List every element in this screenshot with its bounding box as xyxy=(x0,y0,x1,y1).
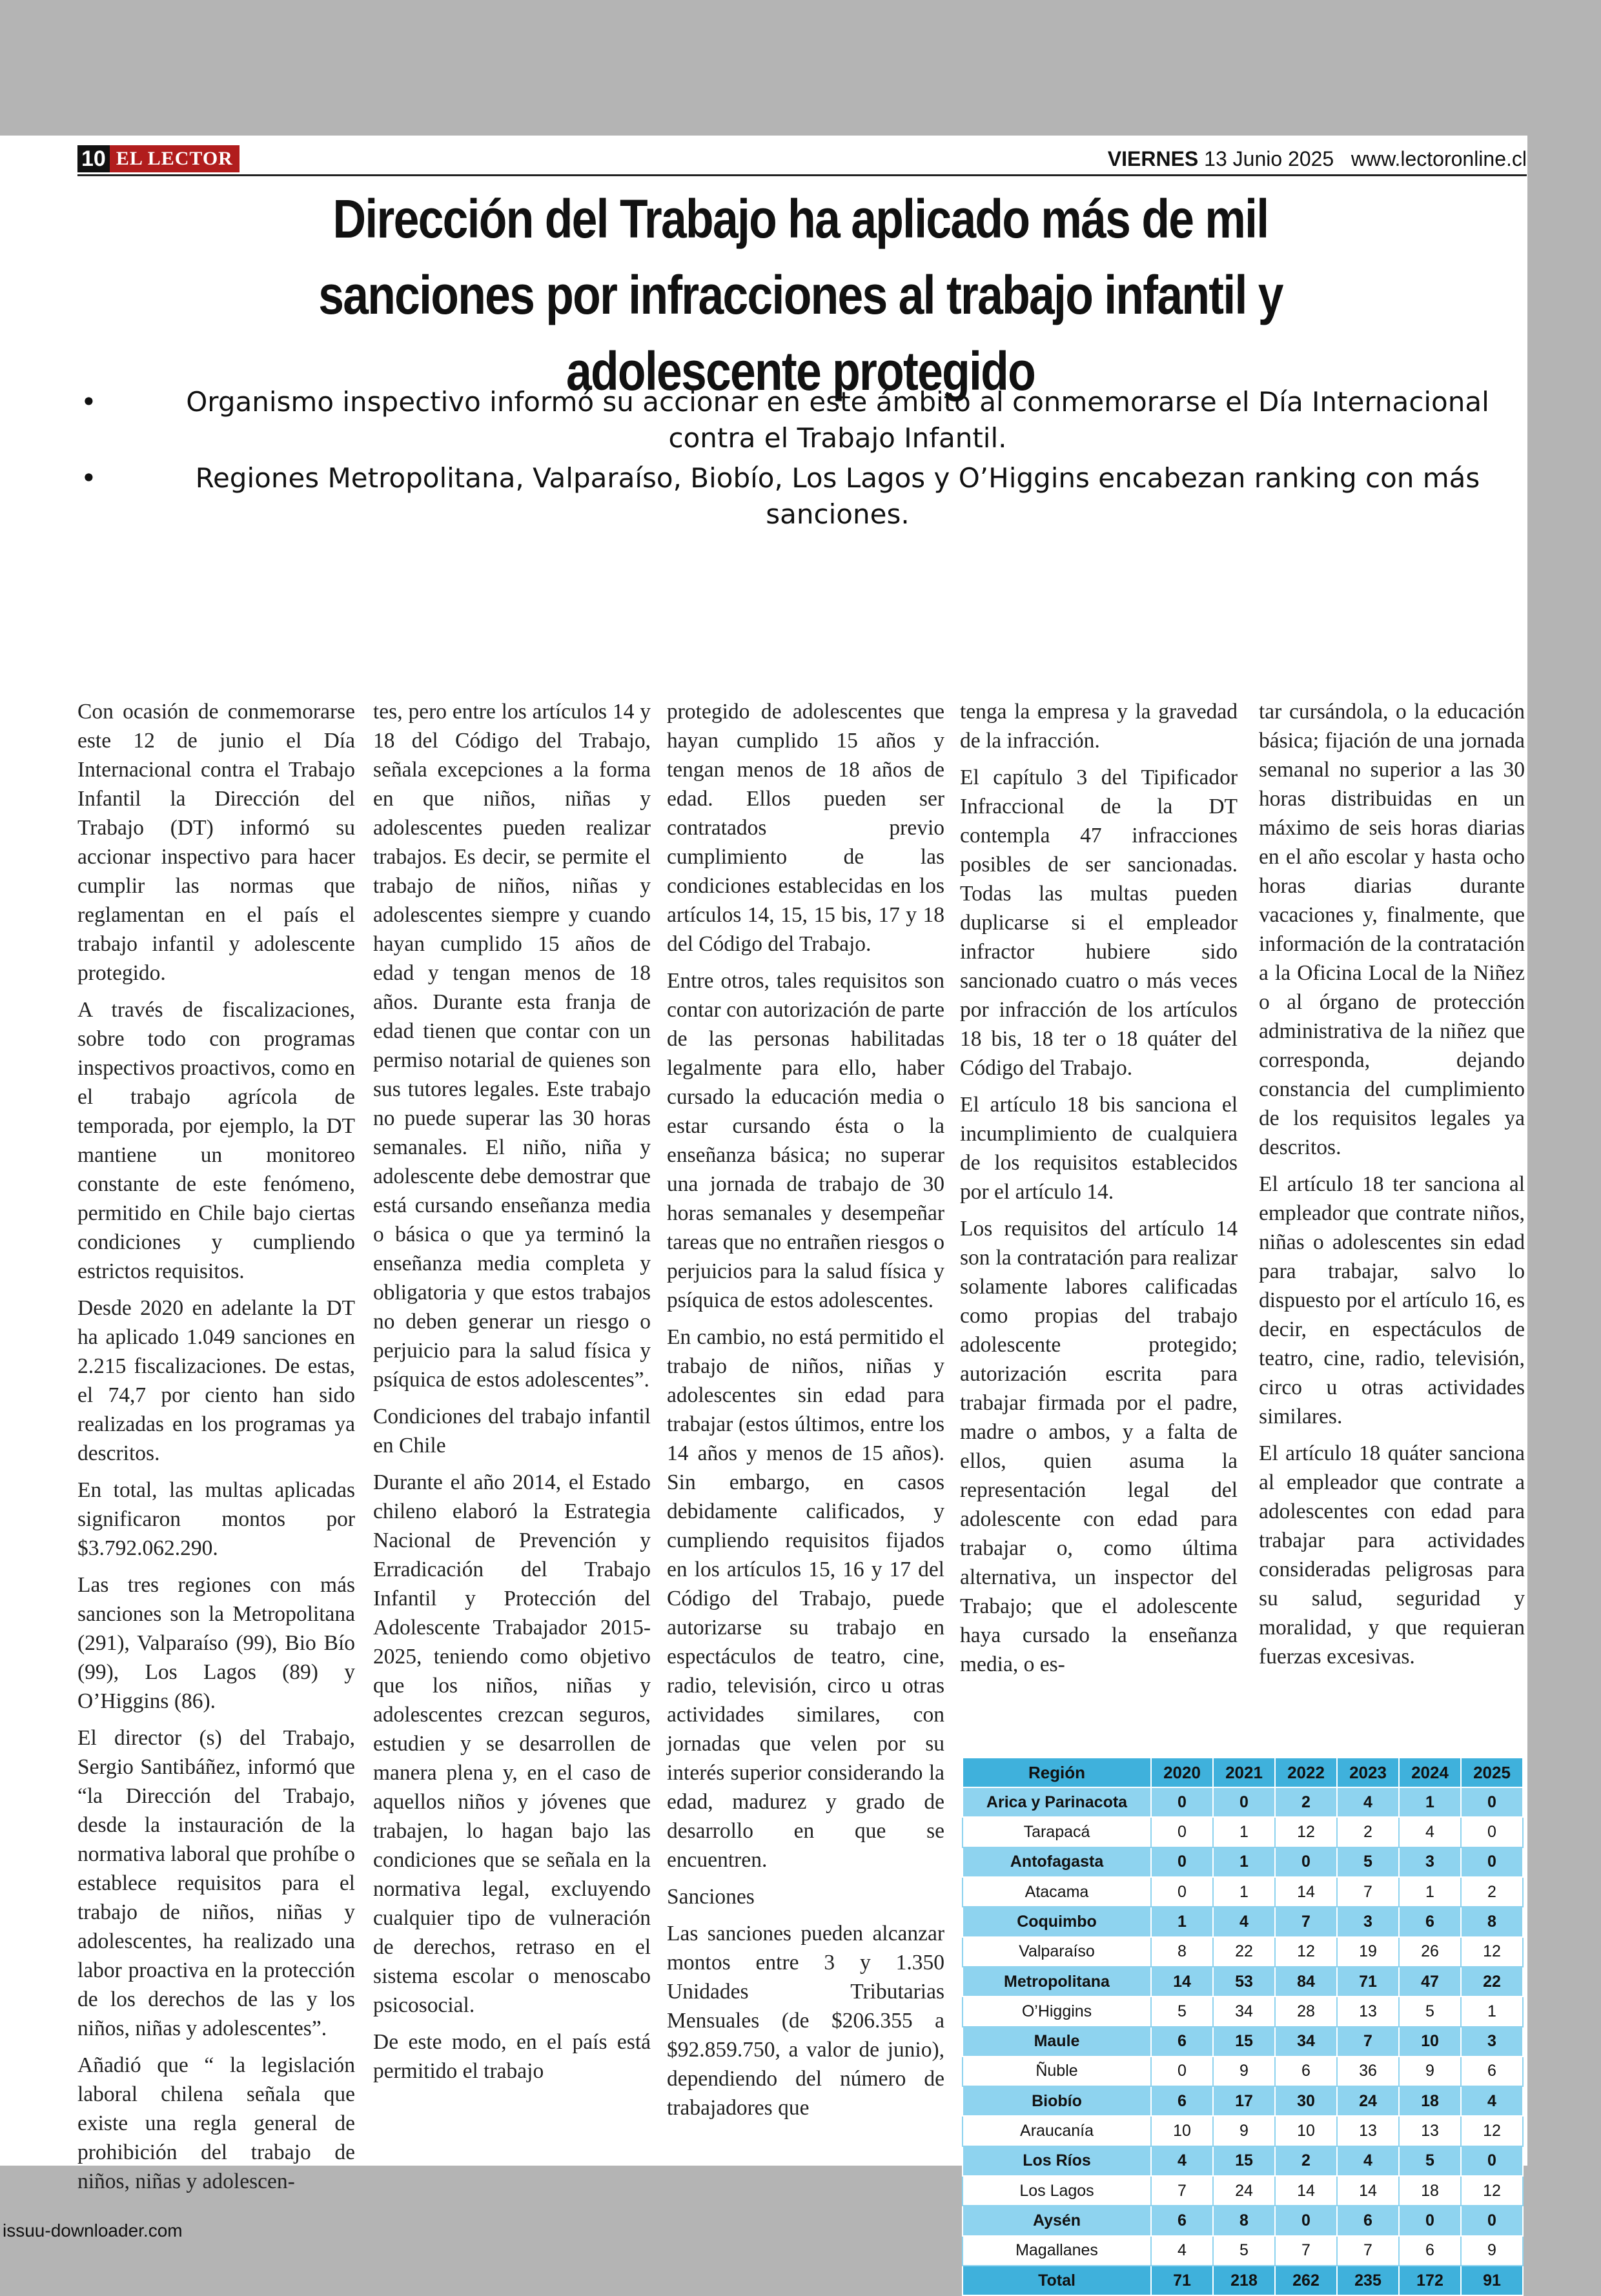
table-header-cell: 2021 xyxy=(1213,1758,1275,1787)
paragraph: El artículo 18 quáter sanciona al empleador que contrate a adolescentes con edad para trabajar para actividades consideradas peligrosas para su salud, seguridad y moralidad, y que requieran fuerzas excesivas. xyxy=(1259,1441,1525,1669)
table-row xyxy=(963,1787,1523,1817)
table-row xyxy=(963,1967,1523,1996)
region-cell: Arica y Parinacota xyxy=(963,1787,1151,1817)
value-cell: 5 xyxy=(1337,1847,1399,1877)
value-cell: 10 xyxy=(1399,2027,1461,2057)
value-cell: 34 xyxy=(1275,2027,1337,2057)
value-cell: 30 xyxy=(1275,2086,1337,2116)
value-cell: 8 xyxy=(1461,1907,1523,1936)
subheading: Condiciones del trabajo infantil en Chile xyxy=(373,1405,651,1458)
header-date: 13 Junio 2025 xyxy=(1204,147,1334,170)
value-cell: 12 xyxy=(1461,1937,1523,1967)
value-cell: 34 xyxy=(1213,1996,1275,2026)
region-cell: Los Lagos xyxy=(963,2176,1151,2206)
page-number: 10 xyxy=(77,145,110,172)
value-cell: 17 xyxy=(1213,2086,1275,2116)
value-cell: 8 xyxy=(1151,1937,1213,1967)
value-cell: 7 xyxy=(1337,1877,1399,1907)
total-cell: 235 xyxy=(1337,2266,1399,2295)
value-cell: 4 xyxy=(1399,1817,1461,1847)
value-cell: 12 xyxy=(1461,2116,1523,2146)
article-summary-list xyxy=(77,384,1524,536)
value-cell: 6 xyxy=(1399,2236,1461,2266)
paragraph: El capítulo 3 del Tipificador Infraccional de la DT contempla 47 infracciones posibles de ser sancionadas. Todas las multas pueden duplicarse si el empleador infractor hubiere sido sancionado cuatro o más veces por infracción de los artículos 18 bis, 18 ter o 18 quáter del Código del Trabajo. xyxy=(960,766,1238,1080)
region-cell: Valparaíso xyxy=(963,1937,1151,1967)
value-cell: 2 xyxy=(1275,1787,1337,1817)
value-cell: 1 xyxy=(1213,1847,1275,1877)
value-cell: 15 xyxy=(1213,2146,1275,2176)
value-cell: 0 xyxy=(1213,1787,1275,1817)
value-cell: 7 xyxy=(1337,2027,1399,2057)
total-cell: 172 xyxy=(1399,2266,1461,2295)
total-cell: 71 xyxy=(1151,2266,1213,2295)
paragraph: Durante el año 2014, el Estado chileno elaboró la Estrategia Nacional de Prevención y Erradicación del Trabajo Infantil y Protección del Adolescente Trabajador 2015-2025, teniendo como objetivo que los niños, niñas y adolescentes crezcan seguros, estudien y se desarrollen de manera plena y, en el caso de aquellos niños y jóvenes que trabajen, lo hagan bajo las condiciones que se señala en la normativa legal, excluyendo cualquier tipo de vulneración de derechos, retraso en el sistema escolar o menoscabo psicosocial. xyxy=(373,1470,651,2017)
value-cell: 6 xyxy=(1275,2057,1337,2086)
value-cell: 24 xyxy=(1213,2176,1275,2206)
bullet-icon: • xyxy=(81,462,97,494)
value-cell: 18 xyxy=(1399,2086,1461,2116)
value-cell: 0 xyxy=(1461,2146,1523,2176)
sanctions-by-region-table xyxy=(962,1757,1524,2296)
value-cell: 4 xyxy=(1151,2236,1213,2266)
value-cell: 4 xyxy=(1337,1787,1399,1817)
value-cell: 9 xyxy=(1399,2057,1461,2086)
page-header xyxy=(77,142,1527,176)
value-cell: 14 xyxy=(1275,1877,1337,1907)
value-cell: 0 xyxy=(1151,1817,1213,1847)
article-column-4 xyxy=(960,697,1238,1687)
value-cell: 2 xyxy=(1275,2146,1337,2176)
table-row xyxy=(963,2206,1523,2235)
value-cell: 71 xyxy=(1337,1967,1399,1996)
paragraph: En cambio, no está permitido el trabajo de niños, niñas y adolescentes sin edad para trabajar (estos últimos, entre los 14 años y menos de 15 años). Sin embargo, en casos debidamente calificados, y cumpliendo requisitos fijados en los artículos 15, 16 y 17 del Código del Trabajo, puede autorizarse su trabajo en espectáculos de teatro, cine, radio, televisión, circo u otras actividades similares, con jornadas que velen por su interés superior considerando la edad, madurez y grado de desarrollo en que se encuentren. xyxy=(667,1325,944,1872)
value-cell: 12 xyxy=(1461,2176,1523,2206)
value-cell: 24 xyxy=(1337,2086,1399,2116)
value-cell: 0 xyxy=(1151,1787,1213,1817)
table-header-cell: 2020 xyxy=(1151,1758,1213,1787)
value-cell: 8 xyxy=(1213,2206,1275,2235)
value-cell: 12 xyxy=(1275,1937,1337,1967)
value-cell: 9 xyxy=(1213,2057,1275,2086)
paragraph: Añadió que “ la legislación laboral chilena señala que existe una regla general de prohibición del trabajo de niños, niñas y adolescen- xyxy=(77,2053,355,2193)
value-cell: 0 xyxy=(1275,1847,1337,1877)
header-website[interactable]: www.lectoronline.cl xyxy=(1351,147,1527,170)
total-cell: 262 xyxy=(1275,2266,1337,2295)
region-cell: Tarapacá xyxy=(963,1817,1151,1847)
value-cell: 15 xyxy=(1213,2027,1275,2057)
logo-text: EL LECTOR xyxy=(110,145,240,172)
table-header-cell: 2023 xyxy=(1337,1758,1399,1787)
paragraph: protegido de adolescentes que hayan cumplido 15 años y tengan menos de 18 años de edad. Ellos pueden ser contratados previo cumplimiento de las condiciones establecidas en los artículos 14, 15, 15 bis, 17 y 18 del Código del Trabajo. xyxy=(667,700,944,956)
value-cell: 14 xyxy=(1337,2176,1399,2206)
value-cell: 13 xyxy=(1399,2116,1461,2146)
value-cell: 3 xyxy=(1399,1847,1461,1877)
value-cell: 22 xyxy=(1213,1937,1275,1967)
value-cell: 1 xyxy=(1213,1817,1275,1847)
paragraph: tenga la empresa y la gravedad de la infracción. xyxy=(960,700,1238,753)
value-cell: 14 xyxy=(1151,1967,1213,1996)
paragraph: Las sanciones pueden alcanzar montos entre 3 y 1.350 Unidades Tributarias Mensuales (de $206.355 a $92.859.750, a valor de junio), dependiendo del número de trabajadores que xyxy=(667,1922,944,2120)
value-cell: 6 xyxy=(1337,2206,1399,2235)
value-cell: 0 xyxy=(1151,1877,1213,1907)
region-cell: Biobío xyxy=(963,2086,1151,2116)
region-cell: Atacama xyxy=(963,1877,1151,1907)
table-row xyxy=(963,1996,1523,2026)
value-cell: 4 xyxy=(1461,2086,1523,2116)
header-dateline xyxy=(1108,147,1527,171)
region-cell: Coquimbo xyxy=(963,1907,1151,1936)
value-cell: 7 xyxy=(1275,2236,1337,2266)
value-cell: 4 xyxy=(1213,1907,1275,1936)
value-cell: 2 xyxy=(1337,1817,1399,1847)
paragraph: El artículo 18 bis sanciona el incumplimiento de cualquiera de los requisitos establecidos por el artículo 14. xyxy=(960,1093,1238,1204)
table-row xyxy=(963,1877,1523,1907)
summary-bullet-text: Organismo inspectivo informó su accionar en este ámbito al conmemorarse el Día Internacional contra el Trabajo Infantil. xyxy=(186,386,1489,454)
value-cell: 7 xyxy=(1151,2176,1213,2206)
summary-bullet-text: Regiones Metropolitana, Valparaíso, Biobío, Los Lagos y O’Higgins encabezan ranking con más sanciones. xyxy=(195,462,1480,530)
bullet-icon: • xyxy=(81,386,97,418)
summary-bullet xyxy=(77,384,1524,456)
total-cell: 91 xyxy=(1461,2266,1523,2295)
value-cell: 13 xyxy=(1337,2116,1399,2146)
value-cell: 0 xyxy=(1461,2206,1523,2235)
paragraph: A través de fiscalizaciones, sobre todo con programas inspectivos proactivos, como en el trabajo agrícola de temporada, por ejemplo, la DT mantiene un monitoreo constante de este fenómeno, permitido en Chile bajo ciertas condiciones y cumpliendo estrictos requisitos. xyxy=(77,998,355,1283)
value-cell: 1 xyxy=(1399,1877,1461,1907)
value-cell: 26 xyxy=(1399,1937,1461,1967)
table-header-cell: 2022 xyxy=(1275,1758,1337,1787)
article-column-3 xyxy=(667,697,944,2130)
table-row xyxy=(963,1847,1523,1877)
value-cell: 6 xyxy=(1461,2057,1523,2086)
value-cell: 3 xyxy=(1337,1907,1399,1936)
value-cell: 14 xyxy=(1275,2176,1337,2206)
value-cell: 5 xyxy=(1213,2236,1275,2266)
subheading: Sanciones xyxy=(667,1885,755,1909)
article-column-5 xyxy=(1259,697,1525,1679)
value-cell: 0 xyxy=(1151,1847,1213,1877)
table-total-row xyxy=(963,2266,1523,2295)
table-row xyxy=(963,1817,1523,1847)
region-cell: Aysén xyxy=(963,2206,1151,2235)
total-cell: 218 xyxy=(1213,2266,1275,2295)
article-column-2 xyxy=(373,697,651,2093)
value-cell: 1 xyxy=(1399,1787,1461,1817)
table-row xyxy=(963,2086,1523,2116)
paragraph: Entre otros, tales requisitos son contar con autorización de parte de las personas habilitadas legalmente para ello, haber cursado la educación media o estar cursando ésta o la enseñanza básica; no superar una jornada de trabajo de 30 horas semanales y desempeñar tareas que no entrañen riesgos o perjuicios para la salud física y psíquica de estos adolescentes. xyxy=(667,969,944,1312)
value-cell: 5 xyxy=(1399,1996,1461,2026)
summary-bullet xyxy=(77,460,1524,533)
value-cell: 5 xyxy=(1399,2146,1461,2176)
paragraph: Los requisitos del artículo 14 son la contratación para realizar solamente labores calificadas como propias del trabajo adolescente protegido; autorización escrita para trabajar firmada por el padre, madre o ambos, y a falta de ellos, quien asuma la representación legal del adolescente con edad para trabajar o, como última alternativa, un inspector del Trabajo; que el adolescente haya cursado la enseñanza media, o es- xyxy=(960,1217,1238,1676)
region-cell: Antofagasta xyxy=(963,1847,1151,1877)
paragraph: Con ocasión de conmemorarse este 12 de junio el Día Internacional contra el Trabajo Infantil la Dirección del Trabajo (DT) informó su accionar inspectivo para hacer cumplir las normas que reglamentan en el país el trabajo infantil y adolescente protegido. xyxy=(77,700,355,985)
region-cell: Araucanía xyxy=(963,2116,1151,2146)
table-row xyxy=(963,2176,1523,2206)
value-cell: 6 xyxy=(1151,2206,1213,2235)
value-cell: 12 xyxy=(1275,1817,1337,1847)
value-cell: 7 xyxy=(1337,2236,1399,2266)
value-cell: 0 xyxy=(1399,2206,1461,2235)
value-cell: 36 xyxy=(1337,2057,1399,2086)
region-cell: Metropolitana xyxy=(963,1967,1151,1996)
article-headline: Dirección del Trabajo ha aplicado más de mil sanciones por infracciones al trabajo infantil y adolescente protegido xyxy=(318,188,1283,401)
paragraph: El director (s) del Trabajo, Sergio Santibáñez, informó que “la Dirección del Trabajo, desde la instauración de la normativa laboral que prohíbe o establece requisitos para el trabajo de niños, niñas y adolescentes, ha realizado una labor proactiva en la protección de los derechos de las y los niños, niñas y adolescentes”. xyxy=(77,1726,355,2040)
value-cell: 6 xyxy=(1399,1907,1461,1936)
table-header-row xyxy=(963,1758,1523,1787)
value-cell: 3 xyxy=(1461,2027,1523,2057)
table-row xyxy=(963,2146,1523,2176)
region-cell: Ñuble xyxy=(963,2057,1151,2086)
region-cell: Los Ríos xyxy=(963,2146,1151,2176)
paragraph: Desde 2020 en adelante la DT ha aplicado 1.049 sanciones en 2.215 fiscalizaciones. De estas, el 74,7 por ciento han sido realizadas en los programas ya descritos. xyxy=(77,1296,355,1465)
value-cell: 0 xyxy=(1275,2206,1337,2235)
value-cell: 19 xyxy=(1337,1937,1399,1967)
value-cell: 9 xyxy=(1461,2236,1523,2266)
newspaper-logo[interactable] xyxy=(77,145,240,172)
value-cell: 1 xyxy=(1151,1907,1213,1936)
value-cell: 6 xyxy=(1151,2027,1213,2057)
table-row xyxy=(963,1937,1523,1967)
table-row xyxy=(963,2057,1523,2086)
value-cell: 0 xyxy=(1461,1847,1523,1877)
value-cell: 28 xyxy=(1275,1996,1337,2026)
value-cell: 10 xyxy=(1275,2116,1337,2146)
table-row xyxy=(963,1907,1523,1936)
paragraph: tes, pero entre los artículos 14 y 18 del Código del Trabajo, señala excepciones a la forma en que niños, niñas y adolescentes pueden realizar trabajos. Es decir, se permite el trabajo de niños, niñas y adolescentes siempre y cuando hayan cumplido 15 años de edad y tengan menos de 18 años. Durante esta franja de edad tienen que contar con un permiso notarial de quienes son sus tutores legales. Este trabajo no puede superar las 30 horas semanales. El niño, niña y adolescente debe demostrar que está cursando enseñanza media o básica o que ya terminó la enseñanza media completa y obligatoria y que estos trabajos no deben generar un riesgo o perjuicio para la salud física y psíquica de estos adolescentes”. xyxy=(373,700,651,1392)
table-body xyxy=(963,1787,1523,2266)
value-cell: 4 xyxy=(1151,2146,1213,2176)
value-cell: 10 xyxy=(1151,2116,1213,2146)
value-cell: 6 xyxy=(1151,2086,1213,2116)
value-cell: 2 xyxy=(1461,1877,1523,1907)
paragraph: El artículo 18 ter sanciona al empleador que contrate niños, niñas o adolescentes sin edad para trabajar, salvo lo dispuesto por el artículo 16, es decir, en espectáculos de teatro, cine, radio, televisión, circo u otras actividades similares. xyxy=(1259,1172,1525,1428)
value-cell: 0 xyxy=(1461,1817,1523,1847)
value-cell: 7 xyxy=(1275,1907,1337,1936)
region-cell: Maule xyxy=(963,2027,1151,2057)
article-column-1 xyxy=(77,697,355,2204)
watermark-text: issuu-downloader.com xyxy=(3,2220,183,2240)
value-cell: 0 xyxy=(1461,1787,1523,1817)
value-cell: 22 xyxy=(1461,1967,1523,1996)
value-cell: 18 xyxy=(1399,2176,1461,2206)
paragraph: Las tres regiones con más sanciones son la Metropolitana (291), Valparaíso (99), Bio Bío (99), Los Lagos (89) y O’Higgins (86). xyxy=(77,1573,355,1713)
paragraph: tar cursándola, o la educación básica; fijación de una jornada semanal no superior a las 30 horas distribuidas en un máximo de seis horas diarias en el año escolar y hasta ocho horas diarias durante vacaciones y, finalmente, que información de la contratación a la Oficina Local de la Niñez o al órgano de protección administrativa de la niñez que corresponda, dejando constancia del cumplimiento de los requisitos legales ya descritos. xyxy=(1259,700,1525,1159)
region-cell: O’Higgins xyxy=(963,1996,1151,2026)
value-cell: 53 xyxy=(1213,1967,1275,1996)
value-cell: 4 xyxy=(1337,2146,1399,2176)
value-cell: 0 xyxy=(1151,2057,1213,2086)
table-row xyxy=(963,2236,1523,2266)
paragraph: En total, las multas aplicadas significaron montos por $3.792.062.290. xyxy=(77,1478,355,1560)
value-cell: 13 xyxy=(1337,1996,1399,2026)
value-cell: 9 xyxy=(1213,2116,1275,2146)
total-label-cell: Total xyxy=(963,2266,1151,2295)
value-cell: 5 xyxy=(1151,1996,1213,2026)
value-cell: 1 xyxy=(1213,1877,1275,1907)
table-row xyxy=(963,2027,1523,2057)
region-cell: Magallanes xyxy=(963,2236,1151,2266)
table-header-cell: Región xyxy=(963,1758,1151,1787)
table-header-cell: 2025 xyxy=(1461,1758,1523,1787)
table-row xyxy=(963,2116,1523,2146)
value-cell: 1 xyxy=(1461,1996,1523,2026)
paragraph: De este modo, en el país está permitido el trabajo xyxy=(373,2030,651,2083)
table-header-cell: 2024 xyxy=(1399,1758,1461,1787)
value-cell: 84 xyxy=(1275,1967,1337,1996)
value-cell: 47 xyxy=(1399,1967,1461,1996)
header-day: VIERNES xyxy=(1107,147,1199,170)
